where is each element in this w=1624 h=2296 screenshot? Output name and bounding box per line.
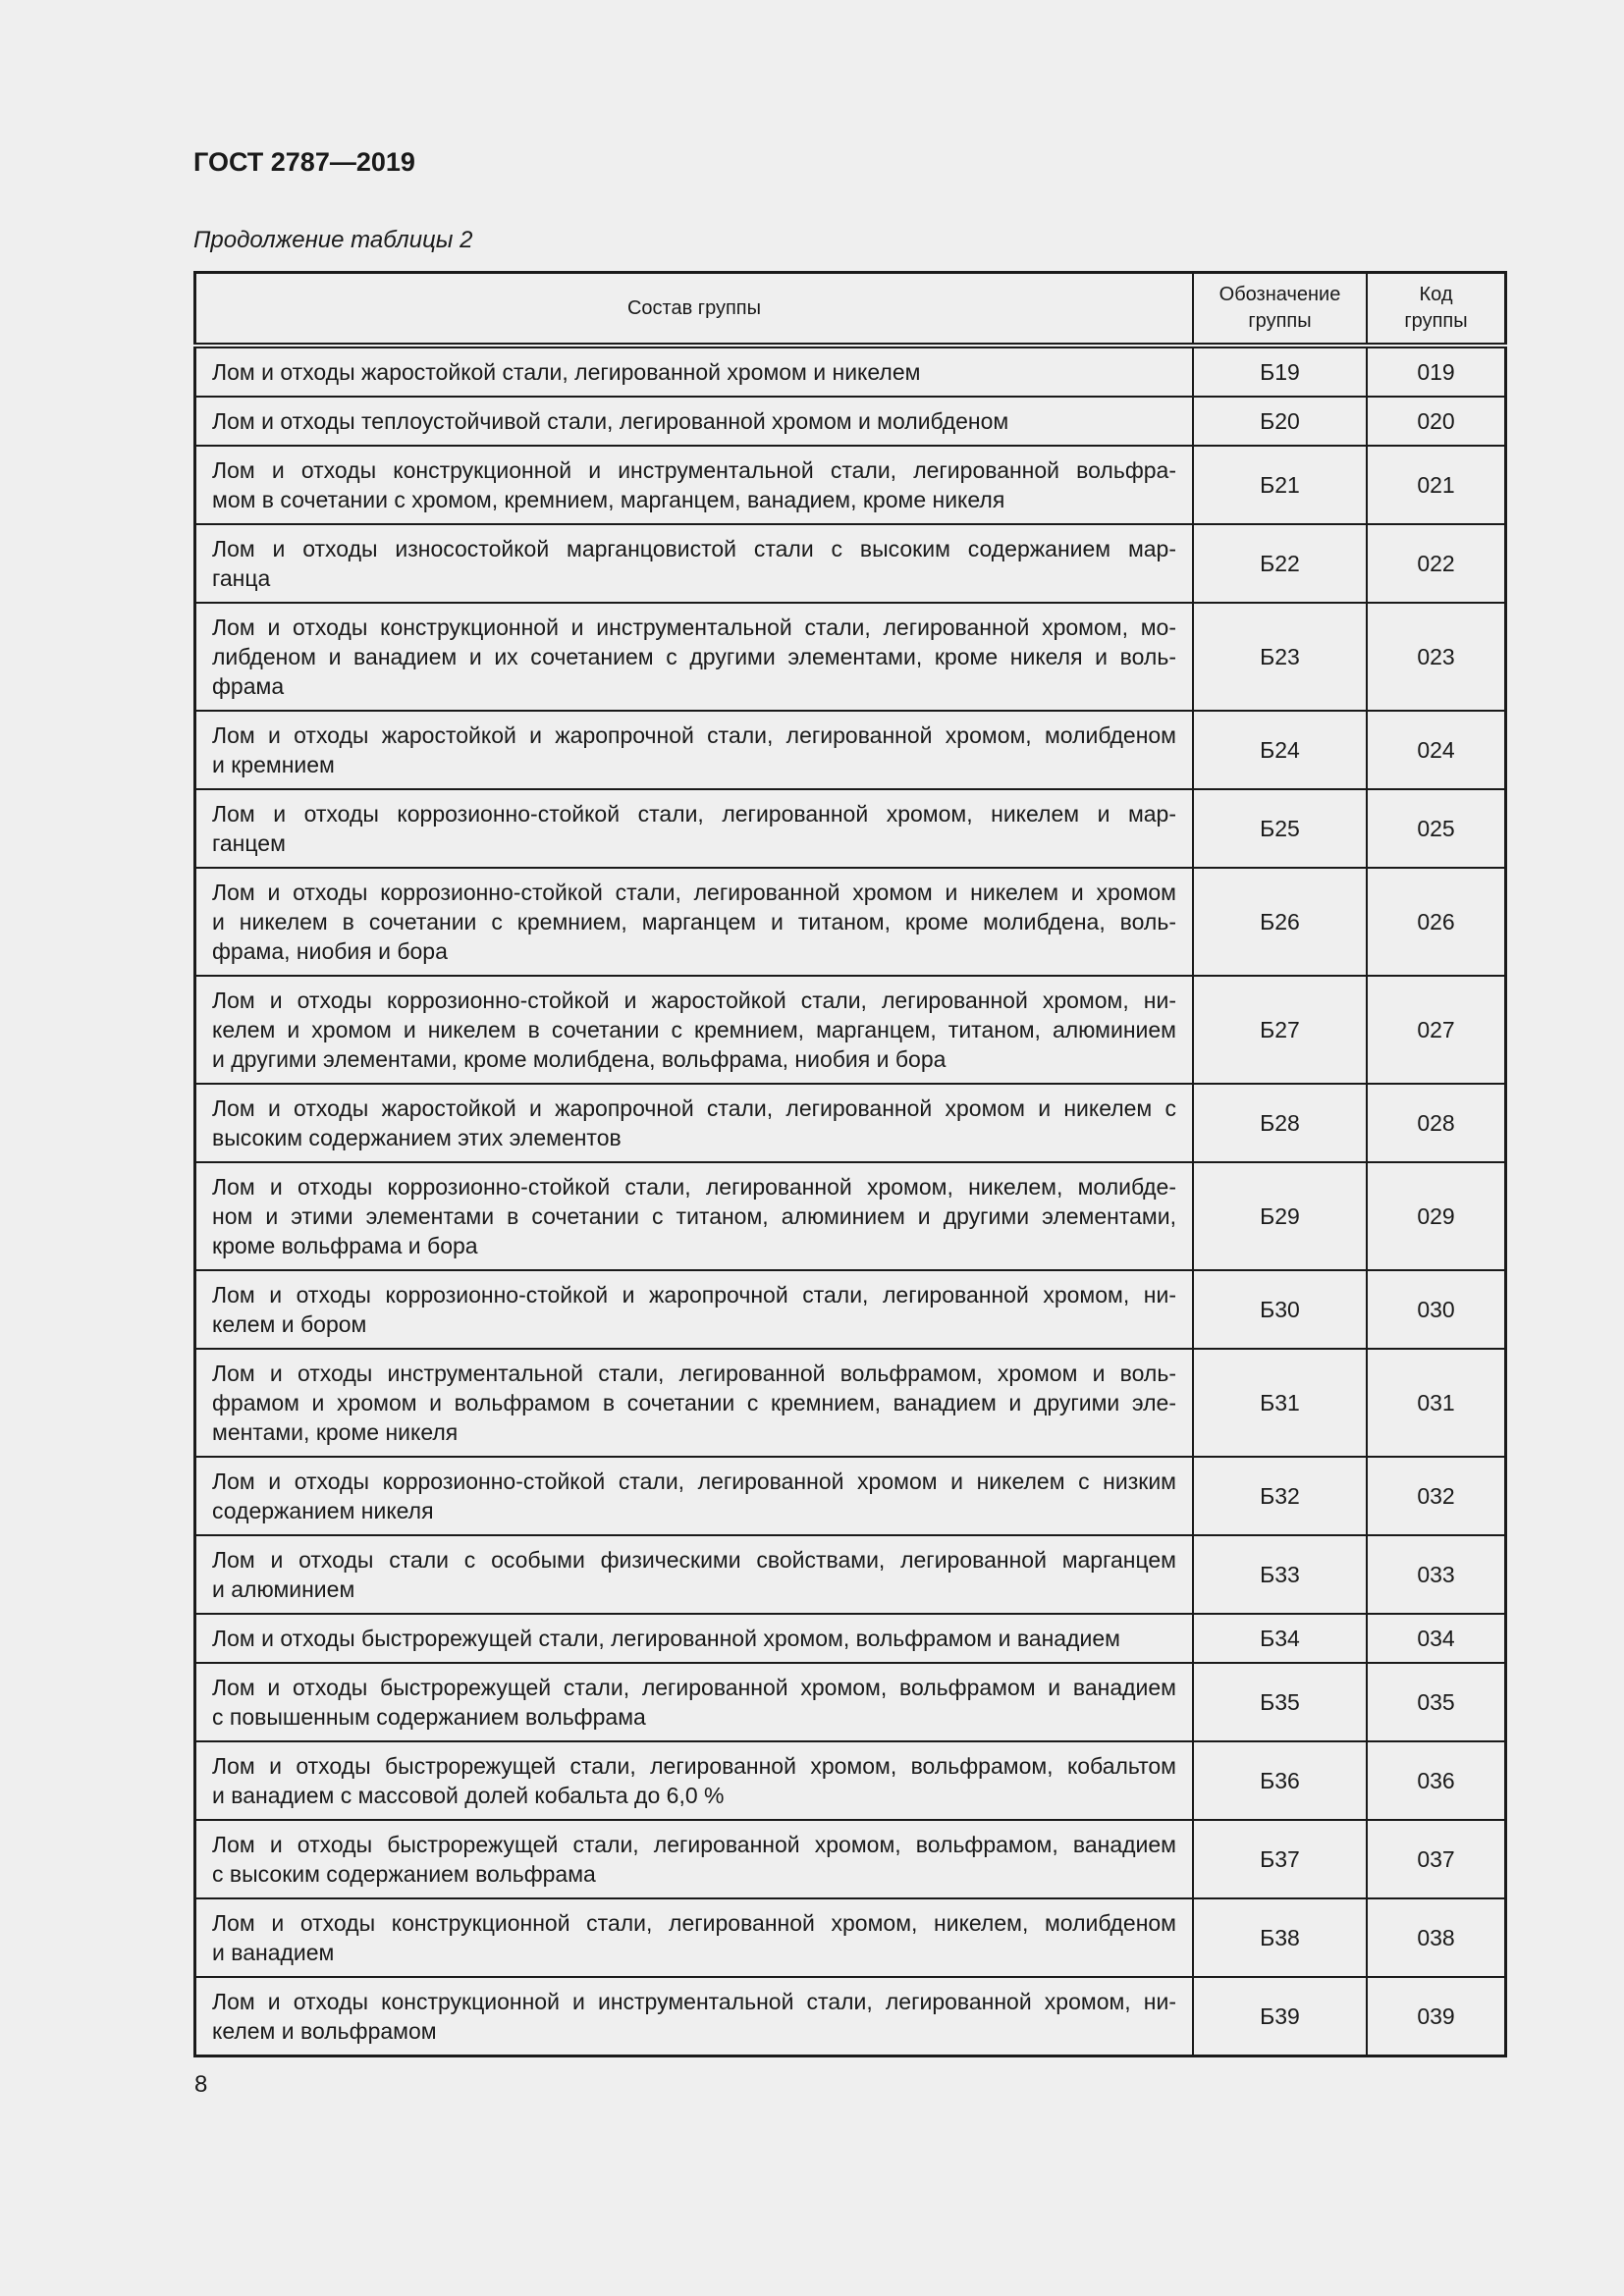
table-row [195, 1349, 1506, 1457]
cell-composition [195, 1741, 1194, 1820]
composition-line: Лом и отходы теплоустойчивой стали, легированной хромом и молибденом [212, 408, 1009, 434]
cell-composition [195, 1457, 1194, 1535]
document-title: ГОСТ 2787—2019 [193, 147, 415, 177]
header-text: Состав группы [626, 296, 762, 319]
cell-composition [195, 603, 1194, 711]
header-text: группы [1248, 310, 1312, 332]
cell-designation: Б19 [1193, 346, 1367, 397]
table-row [195, 446, 1506, 524]
cell-designation: Б30 [1193, 1270, 1367, 1349]
composition-line: и кремнием [212, 752, 335, 777]
cell-designation: Б23 [1193, 603, 1367, 711]
header-text: Код [1419, 284, 1453, 305]
cell-designation: Б37 [1193, 1820, 1367, 1898]
cell-composition [195, 446, 1194, 524]
cell-code: 026 [1367, 868, 1506, 976]
table-row [195, 346, 1506, 397]
cell-composition [195, 524, 1194, 603]
cell-composition [195, 1898, 1194, 1977]
table-row [195, 1663, 1506, 1741]
cell-designation: Б28 [1193, 1084, 1367, 1162]
composition-line: Лом и отходы быстрорежущей стали, легированной хромом, вольфрамом, кобальтом [212, 1753, 1176, 1779]
composition-line: Лом и отходы коррозионно-стойкой и жаропрочной стали, легированной хромом, ни- [212, 1282, 1176, 1308]
composition-line: Лом и отходы жаростойкой и жаропрочной стали, легированной хромом, молибденом [212, 722, 1176, 748]
table-row [195, 711, 1506, 789]
composition-line: келем и бором [212, 1311, 367, 1337]
table-header-row [195, 273, 1506, 347]
table-row [195, 1614, 1506, 1663]
composition-line: мом в сочетании с хромом, кремнием, марганцем, ванадием, кроме никеля [212, 487, 1005, 512]
composition-line: и другими элементами, кроме молибдена, вольфрама, ниобия и бора [212, 1046, 947, 1072]
cell-designation: Б29 [1193, 1162, 1367, 1270]
table-caption: Продолжение таблицы 2 [193, 227, 473, 253]
composition-line: и ванадием [212, 1940, 335, 1965]
cell-code: 031 [1367, 1349, 1506, 1457]
composition-line: фрамом и хромом и вольфрамом в сочетании с кремнием, ванадием и другими эле- [212, 1390, 1176, 1415]
cell-composition [195, 1820, 1194, 1898]
cell-code: 037 [1367, 1820, 1506, 1898]
cell-designation: Б32 [1193, 1457, 1367, 1535]
column-header-code [1367, 273, 1506, 347]
cell-designation: Б25 [1193, 789, 1367, 868]
cell-designation: Б39 [1193, 1977, 1367, 2056]
page-number: 8 [194, 2071, 208, 2098]
cell-composition [195, 1535, 1194, 1614]
composition-line: Лом и отходы жаростойкой стали, легированной хромом и никелем [212, 359, 921, 385]
cell-code: 025 [1367, 789, 1506, 868]
composition-line: Лом и отходы стали с особыми физическими свойствами, легированной марганцем [212, 1547, 1176, 1573]
table-row [195, 1977, 1506, 2056]
table-row [195, 1535, 1506, 1614]
cell-designation: Б26 [1193, 868, 1367, 976]
composition-line: Лом и отходы конструкционной стали, легированной хромом, никелем, молибденом [212, 1910, 1176, 1936]
cell-designation: Б21 [1193, 446, 1367, 524]
composition-line: и алюминием [212, 1576, 355, 1602]
composition-line: Лом и отходы конструкционной и инструментальной стали, легированной вольфра- [212, 457, 1176, 483]
composition-line: ментами, кроме никеля [212, 1419, 459, 1445]
cell-code: 034 [1367, 1614, 1506, 1663]
composition-line: с высоким содержанием вольфрама [212, 1861, 596, 1887]
cell-composition [195, 711, 1194, 789]
composition-line: Лом и отходы коррозионно-стойкой и жаростойкой стали, легированной хромом, ни- [212, 988, 1176, 1013]
cell-composition [195, 868, 1194, 976]
table-row [195, 1457, 1506, 1535]
cell-designation: Б34 [1193, 1614, 1367, 1663]
table-row [195, 868, 1506, 976]
cell-designation: Б27 [1193, 976, 1367, 1084]
table-row [195, 976, 1506, 1084]
cell-composition [195, 1977, 1194, 2056]
composition-line: высоким содержанием этих элементов [212, 1125, 622, 1150]
cell-code: 021 [1367, 446, 1506, 524]
composition-line: Лом и отходы быстрорежущей стали, легированной хромом, вольфрамом, ванадием [212, 1832, 1176, 1857]
table-row [195, 1162, 1506, 1270]
cell-code: 027 [1367, 976, 1506, 1084]
cell-designation: Б20 [1193, 397, 1367, 446]
header-text: группы [1404, 310, 1468, 332]
composition-line: Лом и отходы конструкционной и инструментальной стали, легированной хромом, мо- [212, 614, 1176, 640]
table-row [195, 1084, 1506, 1162]
composition-line: ном и этими элементами в сочетании с титаном, алюминием и другими элементами, [212, 1203, 1176, 1229]
composition-line: кроме вольфрама и бора [212, 1233, 478, 1258]
table-row [195, 524, 1506, 603]
cell-designation: Б22 [1193, 524, 1367, 603]
cell-code: 038 [1367, 1898, 1506, 1977]
composition-line: Лом и отходы коррозионно-стойкой стали, легированной хромом и никелем с низким [212, 1468, 1176, 1494]
composition-line: Лом и отходы коррозионно-стойкой стали, легированной хромом, никелем и мар- [212, 801, 1176, 827]
cell-code: 019 [1367, 346, 1506, 397]
header-text: Обозначение [1218, 284, 1341, 305]
cell-code: 023 [1367, 603, 1506, 711]
composition-line: ганцем [212, 830, 286, 856]
column-header-composition [195, 273, 1194, 347]
table-row [195, 397, 1506, 446]
cell-designation: Б24 [1193, 711, 1367, 789]
steel-groups-table [193, 271, 1507, 2057]
composition-line: фрама [212, 673, 285, 699]
composition-line: Лом и отходы инструментальной стали, легированной вольфрамом, хромом и воль- [212, 1361, 1176, 1386]
cell-composition [195, 1349, 1194, 1457]
composition-line: Лом и отходы жаростойкой и жаропрочной стали, легированной хромом и никелем с [212, 1095, 1176, 1121]
cell-code: 036 [1367, 1741, 1506, 1820]
cell-designation: Б31 [1193, 1349, 1367, 1457]
cell-designation: Б36 [1193, 1741, 1367, 1820]
cell-composition [195, 397, 1194, 446]
cell-composition [195, 1614, 1194, 1663]
composition-line: и никелем в сочетании с кремнием, марганцем и титаном, кроме молибдена, воль- [212, 909, 1176, 934]
cell-composition [195, 346, 1194, 397]
table-row [195, 789, 1506, 868]
composition-line: либденом и ванадием и их сочетанием с другими элементами, кроме никеля и воль- [212, 644, 1176, 669]
cell-composition [195, 1084, 1194, 1162]
composition-line: келем и вольфрамом [212, 2018, 437, 2044]
cell-code: 020 [1367, 397, 1506, 446]
cell-composition [195, 1663, 1194, 1741]
column-header-designation [1193, 273, 1367, 347]
cell-composition [195, 1270, 1194, 1349]
composition-line: и ванадием с массовой долей кобальта до 6,0 % [212, 1783, 725, 1808]
table-row [195, 1741, 1506, 1820]
table-row [195, 1820, 1506, 1898]
composition-line: Лом и отходы быстрорежущей стали, легированной хромом, вольфрамом и ванадием [212, 1626, 1120, 1651]
cell-designation: Б38 [1193, 1898, 1367, 1977]
cell-code: 033 [1367, 1535, 1506, 1614]
cell-designation: Б35 [1193, 1663, 1367, 1741]
cell-code: 035 [1367, 1663, 1506, 1741]
cell-code: 028 [1367, 1084, 1506, 1162]
composition-line: ганца [212, 565, 271, 591]
table-row [195, 1898, 1506, 1977]
composition-line: келем и хромом и никелем в сочетании с кремнием, марганцем, титаном, алюминием [212, 1017, 1176, 1042]
table-row [195, 603, 1506, 711]
composition-line: фрама, ниобия и бора [212, 938, 448, 964]
cell-composition [195, 789, 1194, 868]
cell-code: 024 [1367, 711, 1506, 789]
composition-line: содержанием никеля [212, 1498, 434, 1523]
cell-composition [195, 976, 1194, 1084]
cell-code: 029 [1367, 1162, 1506, 1270]
cell-code: 039 [1367, 1977, 1506, 2056]
composition-line: Лом и отходы коррозионно-стойкой стали, легированной хромом, никелем, молибде- [212, 1174, 1176, 1200]
cell-code: 022 [1367, 524, 1506, 603]
table-row [195, 1270, 1506, 1349]
composition-line: Лом и отходы быстрорежущей стали, легированной хромом, вольфрамом и ванадием [212, 1675, 1176, 1700]
composition-line: Лом и отходы износостойкой марганцовистой стали с высоким содержанием мар- [212, 536, 1176, 561]
cell-code: 032 [1367, 1457, 1506, 1535]
cell-code: 030 [1367, 1270, 1506, 1349]
cell-composition [195, 1162, 1194, 1270]
composition-line: Лом и отходы конструкционной и инструментальной стали, легированной хромом, ни- [212, 1989, 1176, 2014]
composition-line: Лом и отходы коррозионно-стойкой стали, легированной хромом и никелем и хромом [212, 880, 1176, 905]
cell-designation: Б33 [1193, 1535, 1367, 1614]
composition-line: с повышенным содержанием вольфрама [212, 1704, 646, 1730]
